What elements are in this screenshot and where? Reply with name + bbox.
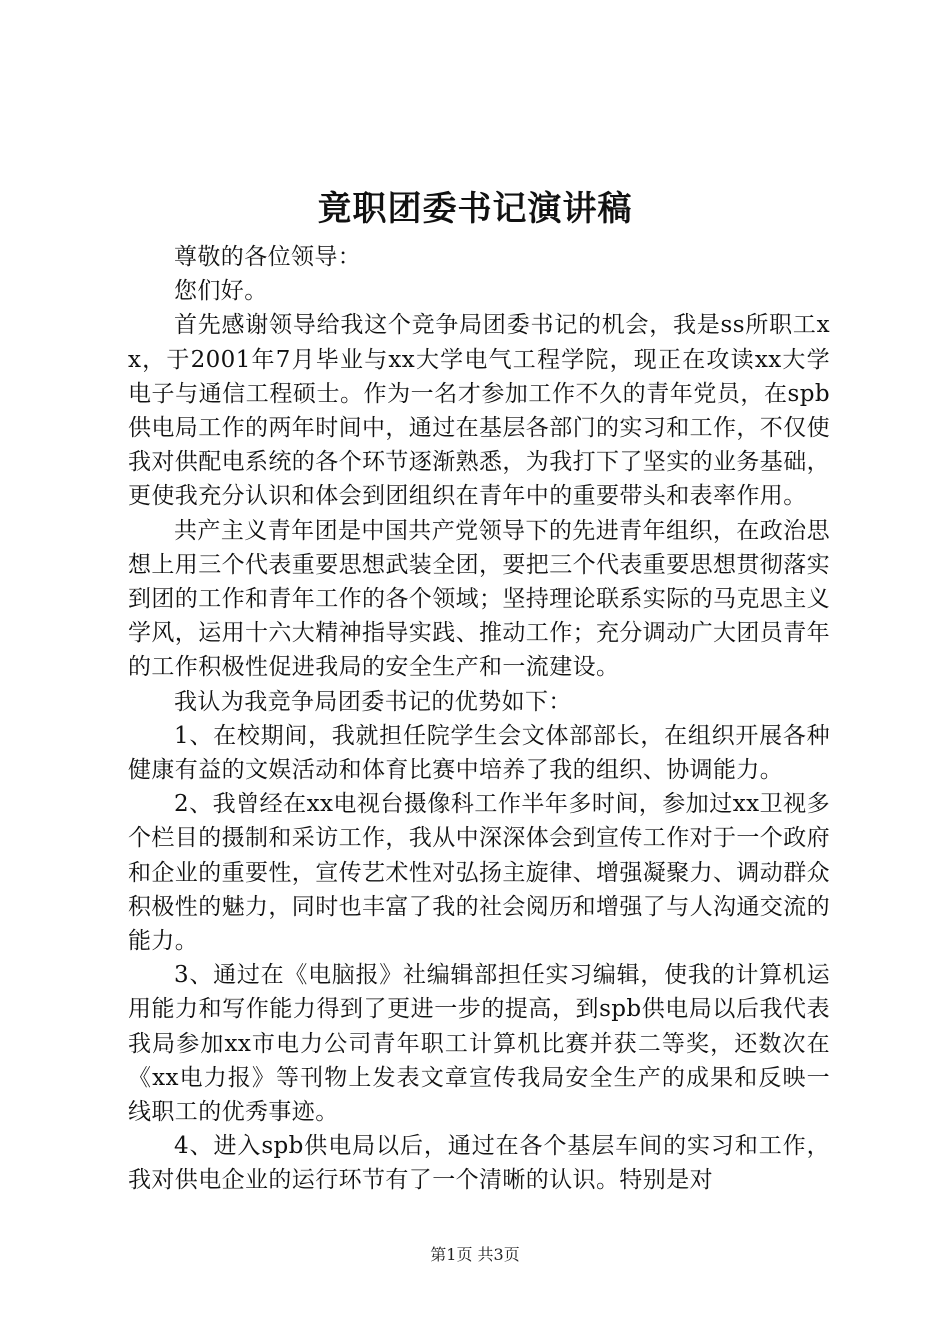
paragraph-advantage-1: 1、在校期间，我就担任院学生会文体部部长，在组织开展各种健康有益的文娱活动和体育比赛中培养了我的组织、协调能力。 bbox=[128, 722, 830, 784]
paragraph-advantage-3: 3、通过在《电脑报》社编辑部担任实习编辑，使我的计算机运用能力和写作能力得到了更进一步的提高，到spb供电局以后我代表我局参加xx市电力公司青年职工计算机比赛并获二等奖，还数次在《xx电力报》等刊物上发表文章宣传我局安全生产的成果和反映一线职工的优秀事迹。 bbox=[128, 962, 830, 1126]
paragraph-advantage-4: 4、进入spb供电局以后，通过在各个基层车间的实习和工作，我对供电企业的运行环节有了一个清晰的认识。特别是对 bbox=[128, 1133, 830, 1194]
document-title: 竟职团委书记演讲稿 bbox=[317, 189, 633, 229]
paragraph-league-description: 共产主义青年团是中国共产党领导下的先进青年组织，在政治思想上用三个代表重要思想武装全团，要把三个代表重要思想贯彻落实到团的工作和青年工作的各个领域；坚持理论联系实际的马克思主义学风，运用十六大精神指导实践、推动工作；充分调动广大团员青年的工作积极性促进我局的安全生产和一流建设。 bbox=[128, 517, 830, 681]
paragraph-salutation: 尊敬的各位领导： bbox=[174, 244, 362, 270]
document-body bbox=[128, 240, 830, 1198]
paragraph-advantage-2: 2、我曾经在xx电视台摄像科工作半年多时间，参加过xx卫视多个栏目的摄制和采访工作，我从中深深体会到宣传工作对于一个政府和企业的重要性，宣传艺术性对弘扬主旋律、增强凝聚力、调动群众积极性的魅力，同时也丰富了我的社会阅历和增强了与人沟通交流的能力。 bbox=[128, 791, 830, 955]
paragraph-greeting: 您们好。 bbox=[174, 278, 268, 305]
paragraph-advantages-intro: 我认为我竞争局团委书记的优势如下： bbox=[174, 688, 572, 715]
page-footer: 第1页 共3页 bbox=[430, 1245, 520, 1264]
paragraph-introduction: 首先感谢领导给我这个竞争局团委书记的机会，我是ss所职工xx，于2001年7月毕业与xx大学电气工程学院，现正在攻读xx大学电子与通信工程硕士。作为一名才参加工作不久的青年党员，在spb供电局工作的两年时间中，通过在基层各部门的实习和工作，不仅使我对供配电系统的各个环节逐渐熟悉，为我打下了坚实的业务基础，更使我充分认识和体会到团组织在青年中的重要带头和表率作用。 bbox=[128, 312, 830, 510]
